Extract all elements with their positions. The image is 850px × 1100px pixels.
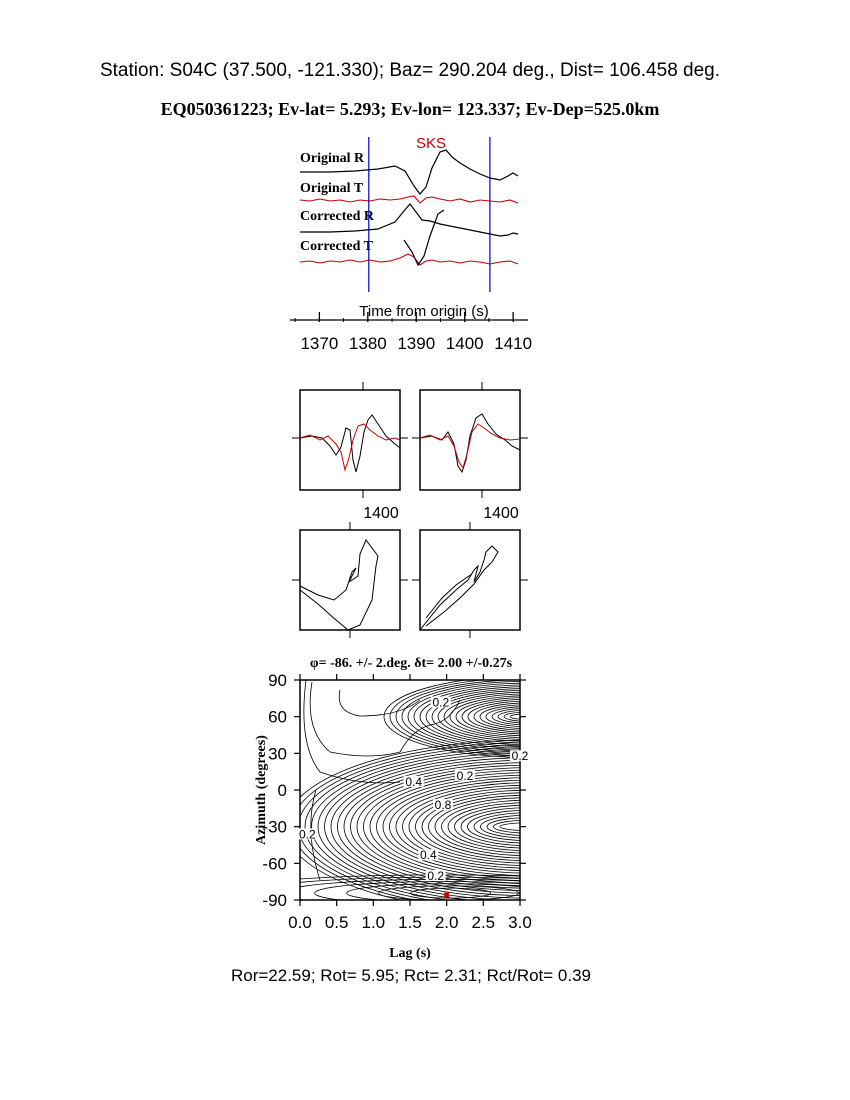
contour-ylabel: Azimuth (degrees) <box>254 735 269 845</box>
time-tick-label: 1390 <box>397 334 436 353</box>
lag-tick-label: 0.5 <box>324 913 349 932</box>
contour-line <box>435 798 625 856</box>
contour-line <box>377 775 684 878</box>
trace-original-t <box>300 196 518 203</box>
phase-label: SKS <box>415 135 447 152</box>
contour-line <box>325 755 736 898</box>
azimuth-tick-label: -60 <box>262 854 287 874</box>
particle-motion-after <box>420 546 498 630</box>
contour-line <box>384 676 676 758</box>
contour-line <box>500 823 560 831</box>
contour-line <box>486 706 574 726</box>
contour-line <box>444 694 616 740</box>
contour-line <box>318 753 742 901</box>
overlay-right-red <box>420 424 520 468</box>
trace-label-corrected-t: Corrected T <box>300 239 373 254</box>
lag-tick-label: 2.5 <box>471 913 496 932</box>
contour-line <box>429 795 632 858</box>
waveform-overlay-panel-left <box>292 382 408 522</box>
seismogram-panel <box>290 135 532 353</box>
time-tick-label: 1400 <box>445 334 484 353</box>
contour-line <box>310 682 460 756</box>
contour-line <box>338 760 723 893</box>
contour-line <box>468 810 593 843</box>
ratio-summary: Ror=22.59; Rot= 5.95; Rct= 2.31; Rct/Rot= 0.39 <box>230 966 592 985</box>
station-title: Station: S04C (37.500, -121.330); Baz= 290.204 deg., Dist= 106.458 deg. <box>99 60 721 81</box>
contour-line <box>494 820 567 833</box>
contour-line <box>420 687 640 747</box>
contour-line <box>414 685 646 749</box>
contour-value-label: 0.4 <box>419 848 437 863</box>
overlay-left-black <box>300 415 400 472</box>
contour-line <box>286 740 775 913</box>
azimuth-tick-label: 60 <box>268 707 287 727</box>
contour-value-label: 0.2 <box>427 869 445 883</box>
particle-motion-before <box>300 540 378 630</box>
event-title: EQ050361223; Ev-lat= 5.293; Ev-lon= 123.337; Ev-Dep=525.0km <box>160 99 660 119</box>
lag-tick-label: 1.0 <box>361 913 386 932</box>
contour-line <box>480 705 580 729</box>
contour-line <box>396 679 664 753</box>
contour-line <box>492 708 568 725</box>
contour-line <box>402 681 658 752</box>
azimuth-tick-label: 0 <box>277 781 287 800</box>
contour-line <box>432 690 628 743</box>
contour-lines <box>219 676 775 913</box>
particle-motion-panel-left <box>292 522 408 638</box>
overlay-left-tick: 1400 <box>363 505 399 522</box>
azimuth-tick-label: 30 <box>268 744 287 764</box>
contour-value-label: 0.2 <box>298 827 316 842</box>
contour-line <box>305 748 755 906</box>
time-tick-label: 1380 <box>348 334 387 353</box>
contour-panel <box>219 656 775 961</box>
particle-motion-panel-right <box>412 522 528 638</box>
lag-tick-label: 2.0 <box>434 913 459 932</box>
contour-line <box>510 714 550 720</box>
lag-tick-label: 1.5 <box>398 913 422 932</box>
trace-label-original-r: Original R <box>300 151 365 166</box>
contour-value-label: 0.2 <box>456 768 474 783</box>
contour-line <box>461 808 599 846</box>
contour-value-label: 0.4 <box>405 774 423 789</box>
contour-value-label: 0.8 <box>434 798 452 813</box>
azimuth-tick-label: -90 <box>262 891 287 910</box>
contour-line <box>498 710 562 723</box>
contour-line <box>504 712 556 722</box>
time-tick-label: 1370 <box>300 334 339 353</box>
contour-line <box>474 813 586 841</box>
particle-frame-right <box>420 530 520 630</box>
contour-line <box>462 699 598 734</box>
contour-line <box>468 701 592 732</box>
time-axis-label: Time from origin (s) <box>359 303 489 320</box>
analysis-window <box>369 137 490 292</box>
lag-tick-label: 0.0 <box>288 913 312 932</box>
lag-tick-label: 3.0 <box>508 913 532 932</box>
contour-line <box>481 815 580 838</box>
azimuth-tick-label: -30 <box>262 817 287 837</box>
waveform-overlay-panel-right <box>412 382 528 522</box>
contour-line <box>438 692 622 741</box>
time-tick-label: 1410 <box>494 334 533 353</box>
contour-line <box>474 703 586 731</box>
trace-corrected-r-detail <box>404 210 444 265</box>
trace-label-original-t: Original T <box>300 181 364 196</box>
contour-line <box>455 805 606 848</box>
contour-line <box>456 697 604 735</box>
trace-corrected-t <box>300 254 518 265</box>
contour-value-label: 0.2 <box>432 695 450 710</box>
contour-line <box>408 683 652 750</box>
azimuth-tick-label: 90 <box>268 671 287 690</box>
contour-line <box>426 688 634 744</box>
best-fit-marker <box>444 893 449 898</box>
contour-line <box>442 800 619 853</box>
overlay-right-tick: 1400 <box>483 505 519 522</box>
contour-xlabel: Lag (s) <box>389 946 431 961</box>
contour-value-label: 0.2 <box>511 749 529 764</box>
contour-line <box>448 803 612 851</box>
trace-label-corrected-r: Corrected R <box>300 209 374 224</box>
contour-title: φ= -86. +/- 2.deg. δt= 2.00 +/-0.27s <box>309 656 513 671</box>
